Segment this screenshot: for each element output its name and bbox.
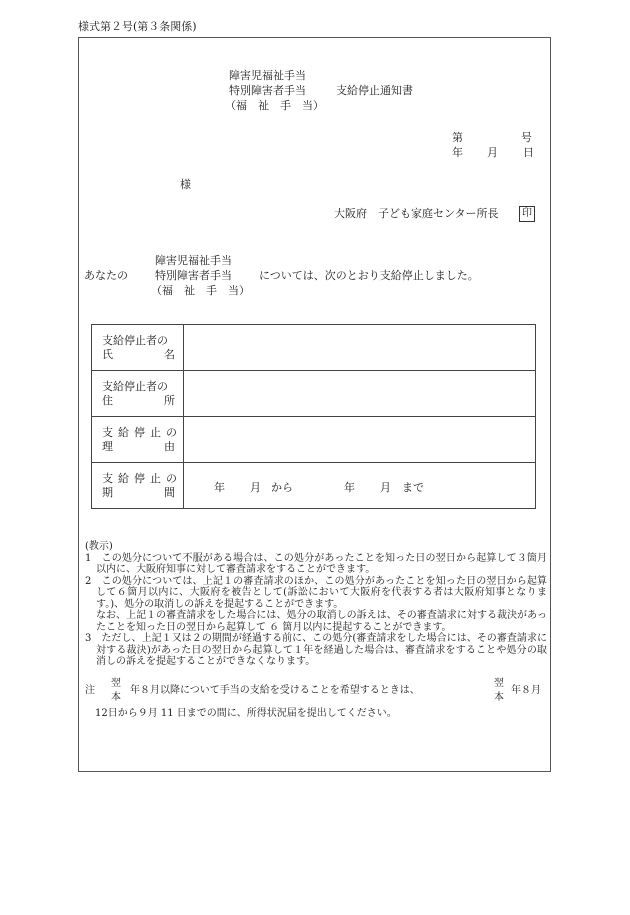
note-yoku-2: 翌 xyxy=(494,678,504,689)
name-value-cell[interactable] xyxy=(184,325,536,371)
label-left: 期 xyxy=(102,486,113,499)
statement-allowance-3: （福 祉 手 当） xyxy=(151,284,250,297)
address-value-cell[interactable] xyxy=(184,371,536,417)
period-year-1: 年 xyxy=(214,481,225,494)
issuer: 大阪府 子ども家庭センター所長 xyxy=(334,207,499,220)
date-year: 年 xyxy=(452,146,463,159)
suspension-info-table xyxy=(91,324,536,509)
note-text-middle: 年８月以降について手当の支給を受けることを希望するときは、 xyxy=(130,685,420,696)
note-hon-2: 本 xyxy=(494,692,504,703)
label-right: 間 xyxy=(164,486,175,499)
label-right: 由 xyxy=(164,440,175,453)
doc-number-dai: 第 xyxy=(452,131,463,144)
notice-title: 支給停止通知書 xyxy=(336,84,413,97)
label-top: 支給停止の xyxy=(102,472,182,485)
label-left: 理 xyxy=(102,440,113,453)
label-right: 名 xyxy=(164,348,175,361)
note-text-end: 年８月 xyxy=(511,685,541,696)
instructions-section xyxy=(85,541,547,668)
label-cell xyxy=(92,371,184,417)
title-allowance-1: 障害児福祉手当 xyxy=(229,69,306,82)
label-cell xyxy=(92,325,184,371)
instruction-item-2-continued: なお、上記１の審査請求をした場合には、処分の取消しの訴えは、その審査請求に対する裁決があったことを知った日の翌日から起算して ６ 箇月以内に提起することができます。 xyxy=(96,610,547,633)
table-row xyxy=(92,325,536,371)
label-top: 支給停止者の xyxy=(102,334,168,347)
form-number: 様式第２号(第３条関係) xyxy=(78,20,197,33)
period-value-cell[interactable] xyxy=(184,463,536,509)
label-right: 所 xyxy=(164,394,175,407)
note-hon-1: 本 xyxy=(111,692,121,703)
label-left: 氏 xyxy=(102,348,113,361)
period-month-2: 月 xyxy=(380,481,391,494)
instruction-item-1: 1 この処分について不服がある場合は、この処分があったことを知った日の翌日から起算して３箇月以内に、大阪府知事に対して審査請求をすることができます。 xyxy=(85,552,547,575)
table-row xyxy=(92,371,536,417)
table-row xyxy=(92,417,536,463)
statement-allowance-2: 特別障害者手当 xyxy=(155,269,232,282)
statement-suffix: については、次のとおり支給停止しました。 xyxy=(259,269,479,282)
title-allowance-3: （福 祉 手 当） xyxy=(225,99,324,112)
date-month: 月 xyxy=(487,146,498,159)
statement-prefix: あなたの xyxy=(84,269,128,282)
period-year-2: 年 xyxy=(344,481,355,494)
note-label: 注 xyxy=(85,685,95,696)
statement-allowance-1: 障害児福祉手当 xyxy=(155,254,232,267)
period-from: から xyxy=(271,481,293,494)
label-cell xyxy=(92,417,184,463)
label-top: 支給停止の xyxy=(102,426,182,439)
label-left: 住 xyxy=(102,394,113,407)
seal-mark: 印 xyxy=(519,206,535,222)
date-day: 日 xyxy=(523,146,534,159)
table-row xyxy=(92,463,536,509)
note-line-2: 12日から９月 11 日までの間に、所得状況届を提出してください。 xyxy=(95,708,397,719)
reason-value-cell[interactable] xyxy=(184,417,536,463)
label-top: 支給停止者の xyxy=(102,380,168,393)
title-allowance-2: 特別障害者手当 xyxy=(229,84,306,97)
doc-number-go: 号 xyxy=(521,131,532,144)
addressee-suffix: 様 xyxy=(180,178,191,191)
period-to: まで xyxy=(402,481,424,494)
note-yoku-1: 翌 xyxy=(111,678,121,689)
period-month-1: 月 xyxy=(250,481,261,494)
instructions-heading: (教示) xyxy=(85,541,113,552)
instruction-item-2: 2 この処分については、上記１の審査請求のほか、この処分があったことを知った日の翌日から起算して６箇月以内に、大阪府を被告として(訴訟において大阪府を代表する者は大阪府知事となります。)、処分の取消しの訴えを提起することができます。 xyxy=(85,575,547,610)
instruction-item-3: 3 ただし、上記１又は２の期間が経過する前に、この処分(審査請求をした場合には、その審査請求に対する裁決)があった日の翌日から起算して１年を経過した場合は、審査請求をすることや処分の取消しの訴えを提起することができなくなります。 xyxy=(85,633,547,667)
label-cell xyxy=(92,463,184,509)
